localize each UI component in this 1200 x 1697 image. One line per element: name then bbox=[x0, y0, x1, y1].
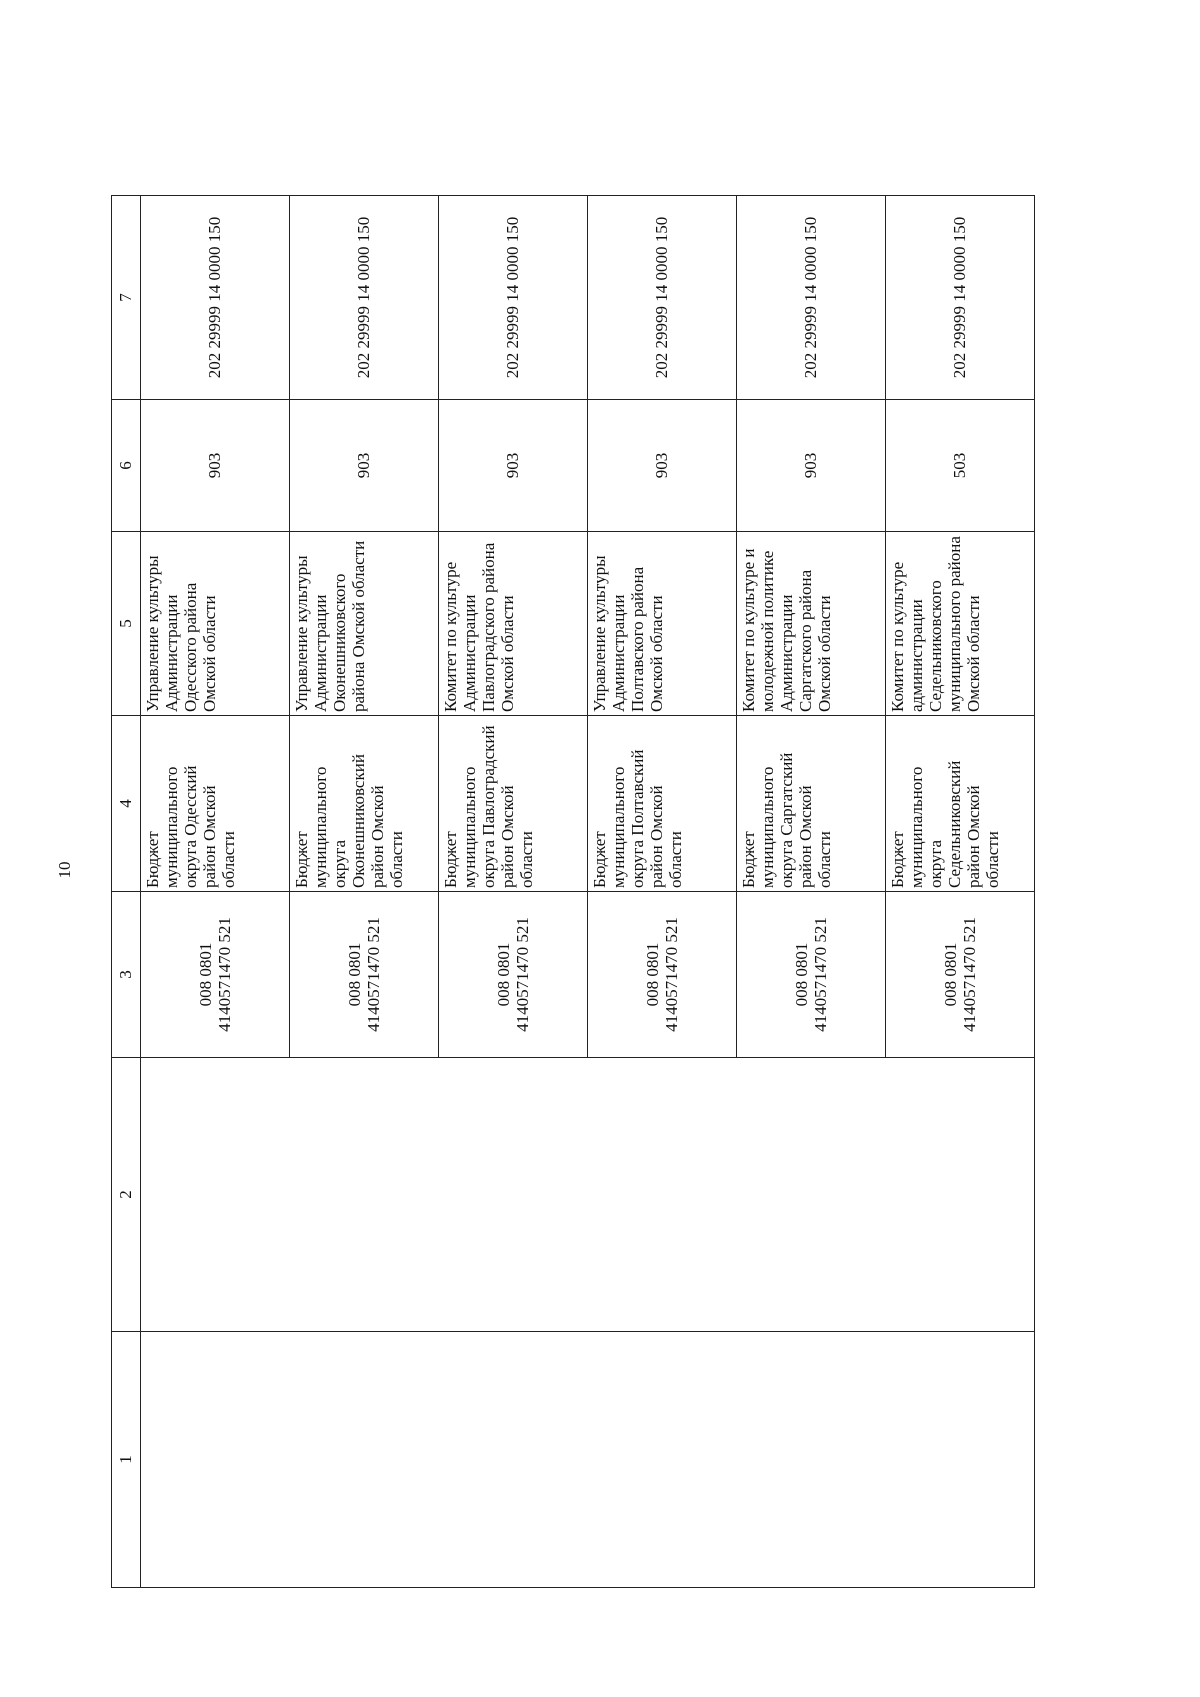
cell-budget-name bbox=[439, 716, 588, 892]
cell-text-line: Управление культуры bbox=[143, 555, 162, 712]
cell-text-line: Омской области bbox=[200, 595, 220, 712]
cell-text-line: 008 0801 bbox=[642, 942, 662, 1007]
cell-text-line: области bbox=[517, 831, 537, 888]
cell-budget-name bbox=[141, 716, 290, 892]
column-header-3: 3 bbox=[112, 892, 141, 1058]
cell-revenue-code: 202 29999 14 0000 150 bbox=[141, 196, 290, 400]
cell-revenue-code: 202 29999 14 0000 150 bbox=[439, 196, 588, 400]
cell-text-line: 4140571470 521 bbox=[662, 917, 681, 1032]
cell-col1 bbox=[290, 1332, 439, 1588]
cell-text-line: Оконешниковский bbox=[349, 754, 369, 888]
cell-text-line: Управление культуры bbox=[590, 555, 609, 712]
cell-col2 bbox=[141, 1058, 290, 1332]
cell-text-line: Бюджет bbox=[888, 831, 907, 888]
cell-text-line: Седельниковского bbox=[926, 580, 946, 712]
table-row bbox=[141, 196, 290, 1588]
cell-text-line: муниципального района bbox=[945, 536, 965, 712]
cell-text-line: муниципального bbox=[311, 766, 331, 888]
cell-budget-code bbox=[588, 892, 737, 1058]
cell-text-line: Павлоградского района bbox=[479, 542, 499, 712]
cell-administrator bbox=[737, 532, 886, 716]
cell-text-line: Администрации bbox=[777, 594, 797, 712]
cell-text-line: Бюджет bbox=[441, 831, 460, 888]
cell-text-line: области bbox=[666, 831, 686, 888]
cell-text-line: 4140571470 521 bbox=[513, 917, 532, 1032]
cell-administrator bbox=[588, 532, 737, 716]
page-number: 10 bbox=[55, 861, 74, 879]
cell-col1 bbox=[588, 1332, 737, 1588]
table-row bbox=[886, 196, 1035, 1588]
cell-budget-name bbox=[737, 716, 886, 892]
cell-text-line: района Омской области bbox=[349, 540, 369, 712]
cell-text-line: 4140571470 521 bbox=[364, 917, 383, 1032]
cell-text-line: области bbox=[983, 831, 1003, 888]
cell-text-line: округа Полтавский bbox=[628, 749, 648, 888]
cell-text-line: Бюджет bbox=[590, 831, 609, 888]
cell-administrator bbox=[141, 532, 290, 716]
cell-budget-code bbox=[141, 892, 290, 1058]
table-row bbox=[290, 196, 439, 1588]
cell-revenue-code: 202 29999 14 0000 150 bbox=[737, 196, 886, 400]
column-header-1: 1 bbox=[112, 1332, 141, 1588]
cell-text-line: округа bbox=[330, 839, 350, 888]
cell-text-line: Администрации bbox=[460, 594, 480, 712]
cell-text-line: Администрации bbox=[609, 594, 629, 712]
column-header-2: 2 bbox=[112, 1058, 141, 1332]
table-row bbox=[737, 196, 886, 1588]
cell-text-line: район Омской bbox=[647, 785, 667, 888]
cell-budget-name bbox=[588, 716, 737, 892]
cell-text-line: области bbox=[387, 831, 407, 888]
cell-revenue-code: 202 29999 14 0000 150 bbox=[886, 196, 1035, 400]
cell-admin-code: 903 bbox=[588, 400, 737, 532]
cell-text-line: Омской области bbox=[815, 595, 835, 712]
cell-text-line: 008 0801 bbox=[344, 942, 364, 1007]
allocation-table bbox=[111, 195, 1035, 1588]
cell-text-line: 4140571470 521 bbox=[215, 917, 234, 1032]
cell-text-line: 4140571470 521 bbox=[960, 917, 979, 1032]
cell-text-line: Бюджет bbox=[739, 831, 758, 888]
cell-col1 bbox=[737, 1332, 886, 1588]
cell-budget-name bbox=[886, 716, 1035, 892]
table-row bbox=[439, 196, 588, 1588]
table-body bbox=[141, 196, 1035, 1588]
cell-administrator bbox=[290, 532, 439, 716]
cell-budget-name bbox=[290, 716, 439, 892]
cell-text-line: Омской области bbox=[964, 595, 984, 712]
cell-text-line: округа bbox=[926, 839, 946, 888]
cell-col1 bbox=[141, 1332, 290, 1588]
cell-admin-code: 903 bbox=[141, 400, 290, 532]
cell-text-line: Омской области bbox=[498, 595, 518, 712]
cell-text-line: 008 0801 bbox=[791, 942, 811, 1007]
cell-col2 bbox=[737, 1058, 886, 1332]
cell-col2 bbox=[886, 1058, 1035, 1332]
cell-admin-code: 903 bbox=[737, 400, 886, 532]
cell-text-line: администрации bbox=[907, 599, 927, 712]
cell-text-line: Администрации bbox=[162, 594, 182, 712]
cell-text-line: Одесского района bbox=[181, 582, 201, 712]
cell-text-line: Администрации bbox=[311, 594, 331, 712]
cell-text-line: Полтавского района bbox=[628, 566, 648, 712]
cell-budget-code bbox=[439, 892, 588, 1058]
cell-text-line: муниципального bbox=[162, 766, 182, 888]
cell-text-line: район Омской bbox=[796, 785, 816, 888]
cell-revenue-code: 202 29999 14 0000 150 bbox=[588, 196, 737, 400]
cell-admin-code: 503 bbox=[886, 400, 1035, 532]
cell-text-line: Комитет по культуре bbox=[441, 561, 460, 712]
cell-text-line: Комитет по культуре bbox=[888, 561, 907, 712]
header-row bbox=[112, 196, 141, 1588]
cell-col2 bbox=[439, 1058, 588, 1332]
cell-text-line: Оконешниковского bbox=[330, 573, 350, 712]
cell-text-line: округа Павлоградский bbox=[479, 725, 499, 888]
column-header-7: 7 bbox=[112, 196, 141, 400]
cell-text-line: округа Саргатский bbox=[777, 752, 797, 888]
cell-text-line: 008 0801 bbox=[940, 942, 960, 1007]
cell-col2 bbox=[588, 1058, 737, 1332]
cell-text-line: Саргатского района bbox=[796, 569, 816, 712]
cell-col1 bbox=[439, 1332, 588, 1588]
cell-text-line: 008 0801 bbox=[195, 942, 215, 1007]
cell-text-line: муниципального bbox=[460, 766, 480, 888]
cell-budget-code bbox=[290, 892, 439, 1058]
cell-administrator bbox=[886, 532, 1035, 716]
cell-col1 bbox=[886, 1332, 1035, 1588]
cell-text-line: области bbox=[219, 831, 239, 888]
column-header-6: 6 bbox=[112, 400, 141, 532]
cell-admin-code: 903 bbox=[439, 400, 588, 532]
cell-text-line: район Омской bbox=[200, 785, 220, 888]
cell-text-line: Седельниковский bbox=[945, 760, 965, 888]
cell-revenue-code: 202 29999 14 0000 150 bbox=[290, 196, 439, 400]
cell-text-line: район Омской bbox=[964, 785, 984, 888]
cell-text-line: Бюджет bbox=[292, 831, 311, 888]
cell-text-line: Бюджет bbox=[143, 831, 162, 888]
cell-text-line: Управление культуры bbox=[292, 555, 311, 712]
cell-budget-code bbox=[737, 892, 886, 1058]
cell-text-line: муниципального bbox=[758, 766, 778, 888]
column-header-4: 4 bbox=[112, 716, 141, 892]
cell-text-line: муниципального bbox=[907, 766, 927, 888]
cell-col2 bbox=[290, 1058, 439, 1332]
cell-text-line: муниципального bbox=[609, 766, 629, 888]
cell-text-line: молодежной политике bbox=[758, 550, 778, 712]
cell-text-line: 008 0801 bbox=[493, 942, 513, 1007]
column-header-5: 5 bbox=[112, 532, 141, 716]
table-row bbox=[588, 196, 737, 1588]
allocation-table-rotated bbox=[111, 196, 1021, 1588]
cell-text-line: 4140571470 521 bbox=[811, 917, 830, 1032]
cell-text-line: Комитет по культуре и bbox=[739, 548, 758, 712]
cell-text-line: Омской области bbox=[647, 595, 667, 712]
cell-text-line: район Омской bbox=[368, 785, 388, 888]
cell-administrator bbox=[439, 532, 588, 716]
cell-text-line: области bbox=[815, 831, 835, 888]
cell-text-line: округа Одесский bbox=[181, 765, 201, 888]
cell-text-line: район Омской bbox=[498, 785, 518, 888]
cell-admin-code: 903 bbox=[290, 400, 439, 532]
cell-budget-code bbox=[886, 892, 1035, 1058]
